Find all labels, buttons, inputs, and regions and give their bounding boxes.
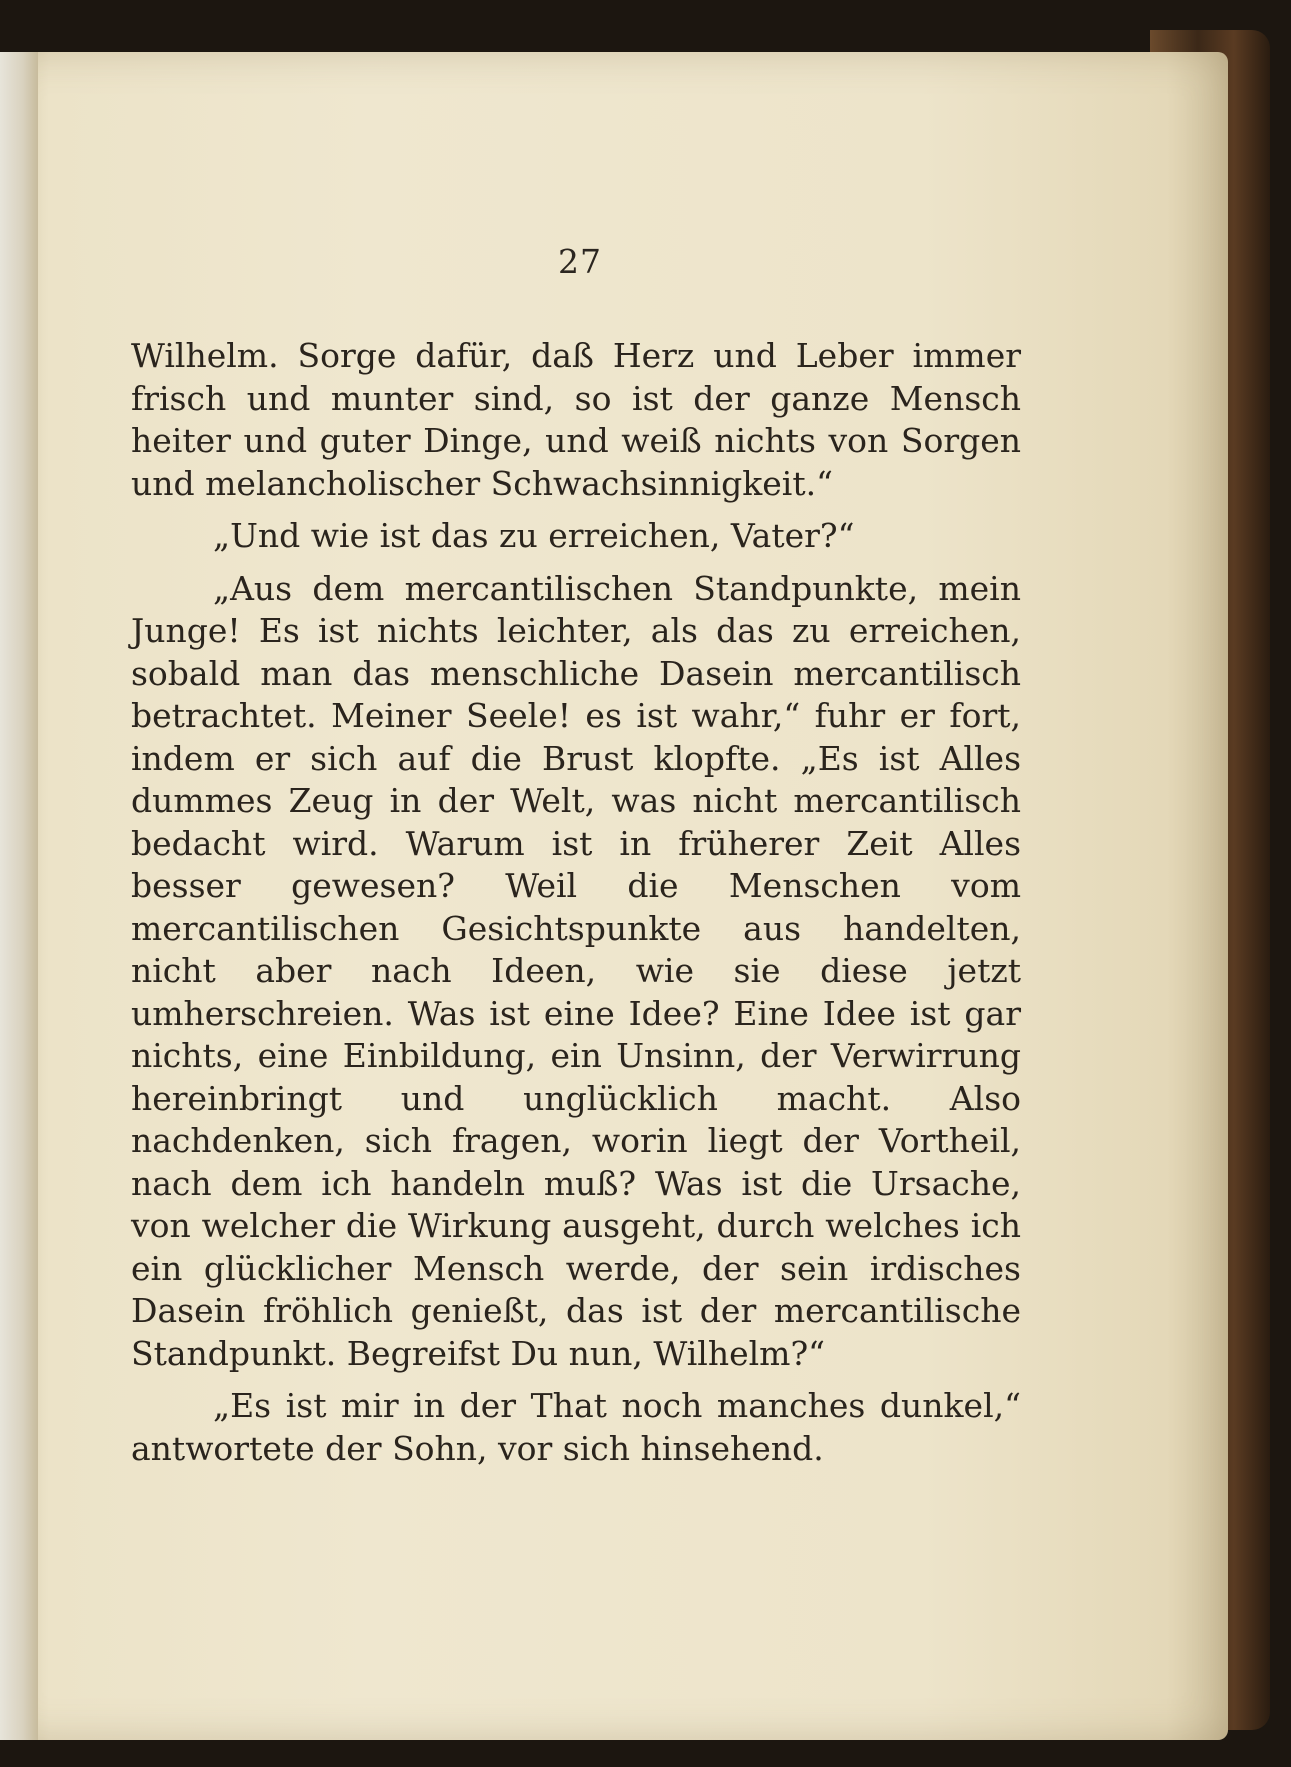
- paragraph-3: „Aus dem mercantilischen Standpunkte, mein Junge! Es ist nichts leichter, als das zu erreichen, sobald man das menschliche Dasein mercantilisch betrachtet. Meiner Seele! es ist wahr,“ fuhr er fort, indem er sich auf die Brust klopfte. „Es ist Alles dummes Zeug in der Welt, was nicht mercantilisch bedacht wird. Warum ist in früherer Zeit Alles besser gewesen? Weil die Menschen vom mercantilischen Gesichtspunkte aus handelten, nicht aber nach Ideen, wie sie diese jetzt umherschreien. Was ist eine Idee? Eine Idee ist gar nichts, eine Einbildung, ein Unsinn, der Verwirrung hereinbringt und unglücklich macht. Also nachdenken, sich fragen, worin liegt der Vortheil, nach dem ich handeln muß? Was ist die Ursache, von welcher die Wirkung ausgeht, durch welches ich ein glücklicher Mensch werde, der sein irdisches Dasein fröhlich genießt, das ist der mercantilische Standpunkt. Begreifst Du nun, Wilhelm?“: [131, 568, 1021, 1373]
- facing-page-edge: [0, 52, 38, 1740]
- paragraph-2: „Und wie ist das zu erreichen, Vater?“: [213, 516, 855, 555]
- page-text: [131, 335, 1021, 1470]
- paragraph-4: „Es ist mir in der That noch manches dunkel,“ antwortete der Sohn, vor sich hinsehend.: [131, 1386, 1021, 1468]
- paragraph-1: Wilhelm. Sorge dafür, daß Herz und Leber immer frisch und munter sind, so ist der ganze Mensch heiter und guter Dinge, und weiß nichts von Sorgen und melancholischer Schwachsinnigkeit.“: [131, 336, 1021, 503]
- page-number: 27: [558, 242, 602, 281]
